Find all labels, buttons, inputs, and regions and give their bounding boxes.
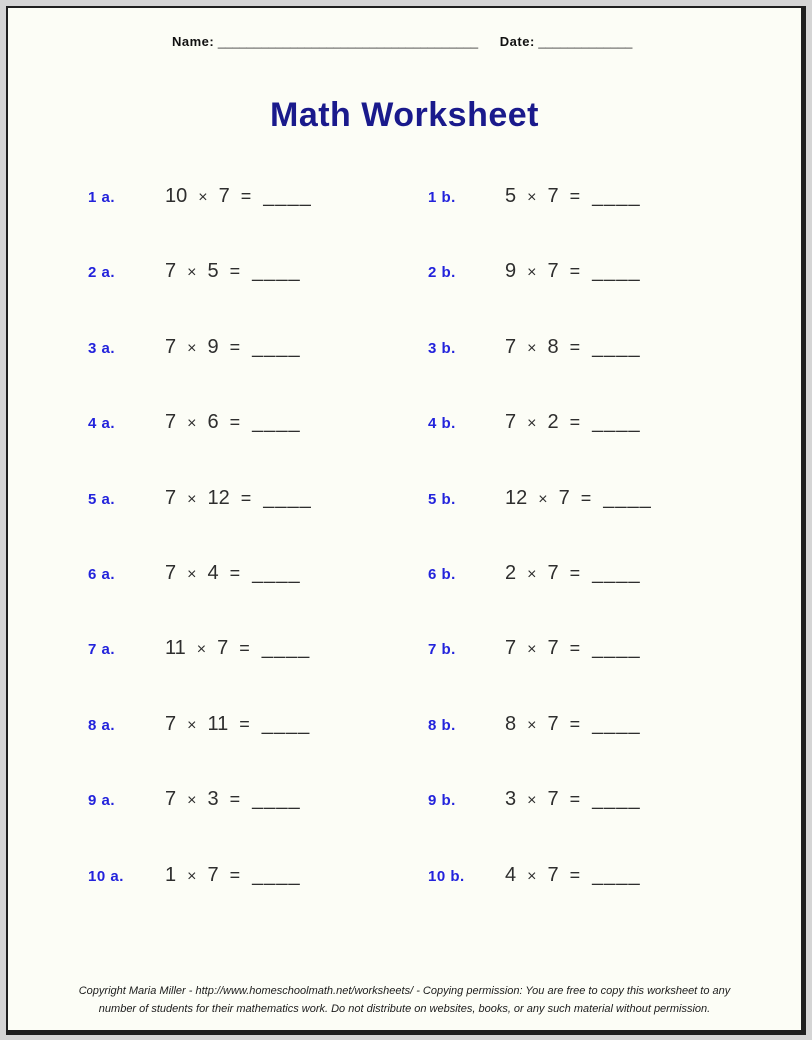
problem-expression	[505, 562, 641, 584]
multiplicand: 3	[505, 788, 517, 811]
multiplier: 7	[218, 185, 230, 207]
problem-row	[8, 562, 801, 637]
copyright-footer	[8, 982, 801, 1018]
multiply-sign: ×	[527, 339, 537, 357]
multiply-sign: ×	[527, 189, 537, 206]
date-blank-line: _____________	[538, 34, 633, 49]
multiply-sign: ×	[187, 415, 197, 433]
multiplier: 3	[207, 788, 219, 811]
problem-cell-b	[428, 185, 641, 208]
multiplicand: 7	[165, 411, 177, 434]
equals-sign: =	[229, 336, 241, 357]
multiply-sign: ×	[527, 867, 537, 885]
problem-cell-b	[428, 487, 652, 510]
multiplier: 7	[558, 486, 570, 509]
problem-expression	[165, 864, 301, 886]
name-blank-line: ____________________________________	[217, 34, 479, 49]
multiplicand: 12	[505, 486, 528, 509]
multiplicand: 7	[165, 486, 177, 509]
problem-expression	[165, 487, 312, 509]
problem-number-label: 2 b.	[428, 264, 456, 282]
answer-blank: ____	[592, 335, 641, 358]
equals-sign: =	[240, 186, 252, 206]
problem-expression	[505, 336, 641, 358]
name-label: Name:	[172, 34, 215, 49]
problem-row	[8, 637, 801, 712]
multiplier: 6	[207, 411, 219, 434]
answer-blank: ____	[592, 260, 641, 283]
problem-number-label: 4 b.	[428, 415, 456, 433]
problem-expression	[165, 562, 301, 584]
problem-expression	[165, 788, 301, 810]
multiply-sign: ×	[187, 867, 197, 885]
multiplier: 4	[207, 561, 219, 584]
answer-blank: ____	[252, 260, 301, 283]
answer-blank: ____	[592, 411, 641, 434]
problem-number-label: 9 a.	[88, 792, 116, 810]
multiply-sign: ×	[196, 641, 207, 659]
multiplicand: 10	[165, 185, 188, 207]
problem-number-label: 7 b.	[428, 641, 456, 659]
multiplier: 5	[207, 260, 219, 283]
footer-line-2: number of students for their mathematics work. Do not distribute on websites, books, or any such material without permission.	[98, 1003, 711, 1015]
problem-row	[8, 864, 801, 939]
answer-blank: ____	[261, 712, 311, 735]
problem-cell-a	[88, 185, 428, 208]
multiplier: 7	[207, 863, 219, 886]
problem-cell-a	[88, 487, 428, 510]
answer-blank: ____	[252, 788, 301, 811]
problem-number-label: 7 a.	[88, 641, 116, 659]
date-label: Date:	[499, 34, 535, 49]
answer-blank: ____	[261, 637, 311, 660]
answer-blank: ____	[252, 561, 301, 584]
problem-number-label: 6 a.	[88, 565, 116, 583]
problem-expression	[505, 864, 641, 886]
multiply-sign: ×	[187, 716, 197, 734]
multiplier: 12	[207, 486, 230, 509]
problem-cell-b	[428, 788, 641, 811]
multiply-sign: ×	[527, 716, 537, 734]
problem-expression	[165, 185, 312, 207]
equals-sign: =	[569, 713, 581, 734]
problem-row	[8, 411, 801, 486]
equals-sign: =	[239, 638, 250, 659]
multiply-sign: ×	[187, 792, 197, 810]
equals-sign: =	[569, 336, 581, 357]
footer-line-1: Copyright Maria Miller - http://www.homeschoolmath.net/worksheets/ - Copying permission: You are free to copy this worksheet to any	[78, 985, 731, 997]
multiplier: 7	[547, 260, 559, 283]
problem-cell-a	[88, 411, 428, 434]
problem-cell-a	[88, 788, 428, 811]
multiply-sign: ×	[187, 339, 197, 357]
equals-sign: =	[240, 487, 252, 508]
problem-number-label: 6 b.	[428, 565, 456, 583]
multiplicand: 7	[165, 788, 177, 811]
problem-number-label: 9 b.	[428, 792, 456, 810]
multiplicand: 5	[505, 185, 517, 207]
problem-cell-b	[428, 260, 641, 283]
problem-cell-b	[428, 336, 641, 359]
problem-cell-a	[88, 562, 428, 585]
problem-number-label: 8 b.	[428, 716, 456, 734]
multiplier: 7	[217, 637, 229, 660]
problem-cell-a	[88, 637, 428, 660]
answer-blank: ____	[252, 863, 301, 886]
multiplicand: 7	[505, 411, 517, 434]
problem-number-label: 3 b.	[428, 339, 456, 357]
worksheet-title: Math Worksheet	[270, 96, 539, 134]
problem-expression	[165, 260, 301, 282]
multiplier: 8	[547, 335, 559, 358]
multiplier: 11	[207, 712, 229, 735]
multiply-sign: ×	[527, 641, 537, 659]
answer-blank: ____	[592, 637, 641, 660]
multiplicand: 8	[505, 712, 517, 735]
multiplier: 7	[547, 863, 559, 886]
problem-expression	[165, 336, 301, 358]
problem-expression	[505, 487, 652, 509]
multiplier: 7	[547, 637, 559, 660]
problem-number-label: 1 a.	[88, 189, 116, 206]
multiplicand: 7	[165, 561, 177, 584]
multiplicand: 7	[165, 335, 177, 358]
worksheet-page	[6, 6, 806, 1035]
answer-blank: ____	[263, 486, 312, 509]
problem-number-label: 4 a.	[88, 415, 116, 433]
name-date-header	[172, 34, 801, 49]
multiply-sign: ×	[527, 792, 537, 810]
multiplier: 2	[547, 411, 559, 434]
problem-number-label: 10 a.	[88, 867, 124, 885]
answer-blank: ____	[592, 185, 641, 207]
problem-cell-b	[428, 864, 641, 887]
answer-blank: ____	[592, 712, 641, 735]
problem-number-label: 5 a.	[88, 490, 116, 508]
problem-expression	[505, 637, 641, 659]
multiplier: 7	[547, 561, 559, 584]
problem-cell-a	[88, 260, 428, 283]
multiplier: 9	[207, 335, 219, 358]
problem-cell-a	[88, 864, 428, 887]
equals-sign: =	[569, 562, 581, 583]
multiplier: 7	[547, 712, 559, 735]
equals-sign: =	[239, 713, 250, 734]
answer-blank: ____	[592, 863, 641, 886]
multiplicand: 7	[505, 637, 517, 660]
problem-expression	[505, 260, 641, 282]
multiplicand: 11	[165, 637, 186, 660]
answer-blank: ____	[252, 335, 301, 358]
equals-sign: =	[229, 864, 241, 885]
problem-expression	[505, 185, 641, 207]
problem-row	[8, 185, 801, 260]
multiply-sign: ×	[187, 565, 197, 583]
equals-sign: =	[580, 487, 592, 508]
problem-cell-b	[428, 411, 641, 434]
equals-sign: =	[229, 261, 241, 282]
equals-sign: =	[229, 412, 241, 433]
problem-number-label: 5 b.	[428, 490, 456, 508]
answer-blank: ____	[263, 185, 312, 207]
multiply-sign: ×	[187, 490, 197, 508]
multiply-sign: ×	[527, 264, 537, 282]
multiplicand: 2	[505, 561, 517, 584]
multiply-sign: ×	[198, 189, 208, 206]
problem-row	[8, 336, 801, 411]
multiply-sign: ×	[527, 565, 537, 583]
answer-blank: ____	[252, 411, 301, 434]
problem-expression	[165, 637, 310, 659]
problem-cell-a	[88, 713, 428, 736]
equals-sign: =	[229, 789, 241, 810]
equals-sign: =	[569, 186, 581, 206]
multiplier: 7	[547, 185, 559, 207]
answer-blank: ____	[603, 486, 652, 509]
problem-number-label: 8 a.	[88, 716, 116, 734]
multiplicand: 9	[505, 260, 517, 283]
equals-sign: =	[569, 789, 581, 810]
multiplicand: 4	[505, 863, 517, 886]
equals-sign: =	[569, 261, 581, 282]
multiply-sign: ×	[538, 490, 548, 508]
problem-cell-b	[428, 713, 641, 736]
problem-row	[8, 260, 801, 335]
answer-blank: ____	[592, 788, 641, 811]
problem-number-label: 3 a.	[88, 339, 116, 357]
multiplicand: 1	[165, 863, 177, 886]
problem-number-label: 10 b.	[428, 867, 465, 885]
equals-sign: =	[569, 638, 581, 659]
problem-cell-b	[428, 637, 641, 660]
equals-sign: =	[229, 562, 241, 583]
problem-expression	[505, 713, 641, 735]
equals-sign: =	[569, 412, 581, 433]
multiplicand: 7	[165, 712, 177, 735]
problem-expression	[505, 411, 641, 433]
problem-cell-b	[428, 562, 641, 585]
multiplicand: 7	[505, 335, 517, 358]
answer-blank: ____	[592, 561, 641, 584]
problems-grid	[8, 185, 801, 939]
problem-row	[8, 487, 801, 562]
multiplicand: 7	[165, 260, 177, 283]
multiplier: 7	[547, 788, 559, 811]
equals-sign: =	[569, 864, 581, 885]
multiply-sign: ×	[527, 415, 537, 433]
problem-cell-a	[88, 336, 428, 359]
problem-expression	[505, 788, 641, 810]
problem-row	[8, 788, 801, 863]
problem-number-label: 1 b.	[428, 189, 456, 206]
problem-number-label: 2 a.	[88, 264, 116, 282]
multiply-sign: ×	[187, 264, 197, 282]
problem-expression	[165, 713, 310, 735]
problem-expression	[165, 411, 301, 433]
problem-row	[8, 713, 801, 788]
